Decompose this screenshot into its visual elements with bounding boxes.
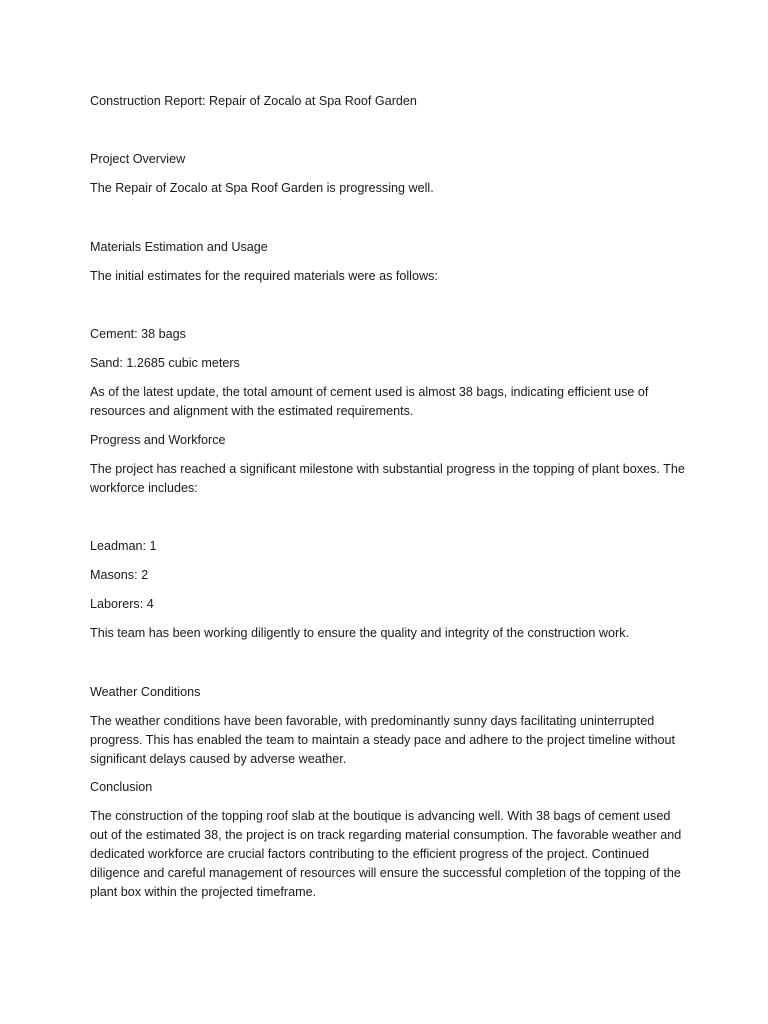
materials-intro-paragraph: The initial estimates for the required materials were as follows:: [90, 269, 438, 283]
materials-summary-paragraph: As of the latest update, the total amount of cement used is almost 38 bags, indicating efficient use of resources and alignment with the estimated requirements.: [90, 385, 649, 418]
section-heading-overview: Project Overview: [90, 152, 186, 166]
section-heading-conclusion: Conclusion: [90, 780, 153, 794]
materials-item-cement: Cement: 38 bags: [90, 327, 186, 341]
workforce-item-laborers: Laborers: 4: [90, 597, 154, 611]
document-title: Construction Report: Repair of Zocalo at Spa Roof Garden: [90, 94, 417, 108]
progress-intro-paragraph: The project has reached a significant milestone with substantial progress in the topping of plant boxes. The workforce includes:: [90, 462, 685, 495]
conclusion-paragraph: The construction of the topping roof slab at the boutique is advancing well. With 38 bags of cement used out of the estimated 38, the project is on track regarding material consumption. The favorable weather and dedicated workforce are crucial factors contributing to the efficient progress of the project. Continued diligence and careful management of resources will ensure the successful completion of the topping of the plant box within the projected timeframe.: [90, 809, 682, 899]
workforce-item-masons: Masons: 2: [90, 568, 149, 582]
weather-paragraph: The weather conditions have been favorable, with predominantly sunny days facilitating uninterrupted progress. This has enabled the team to maintain a steady pace and adhere to the project timeline without significant delays caused by adverse weather.: [90, 714, 676, 766]
materials-item-sand: Sand: 1.2685 cubic meters: [90, 356, 240, 370]
overview-paragraph: The Repair of Zocalo at Spa Roof Garden is progressing well.: [90, 181, 434, 195]
section-heading-progress: Progress and Workforce: [90, 433, 226, 447]
section-heading-weather: Weather Conditions: [90, 685, 201, 699]
progress-summary-paragraph: This team has been working diligently to ensure the quality and integrity of the construction work.: [90, 626, 630, 640]
section-heading-materials: Materials Estimation and Usage: [90, 240, 268, 254]
workforce-item-leadman: Leadman: 1: [90, 539, 157, 553]
